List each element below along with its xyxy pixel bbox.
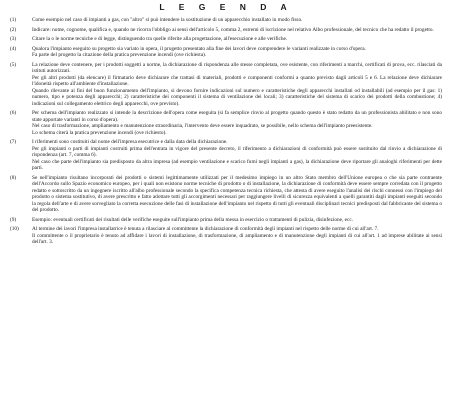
note-paragraph: Lo schema citerà la pratica prevenzione incendi (ove richiesto). [32, 129, 167, 136]
legend-note-2 [10, 27, 442, 33]
legend-note-7 [10, 139, 442, 171]
note-paragraph: Indicare: nome, cognome, qualifica e, quando ne ricorra l'obbligo ai sensi dell'articolo 5, comma 2, estremi di iscrizione nel relativo Albo professionale, del tecnico che ha redatto il progetto. [32, 26, 434, 33]
note-paragraph: Qualora l'impianto eseguito su progetto sia variato in opera, il progetto presentato alla fine dei lavori deve comprendere le varianti realizzate in corso d'opera. [32, 45, 366, 52]
note-text [32, 110, 442, 136]
note-paragraph: Il committente o il proprietario è tenuto ad affidare i lavori di installazione, di trasformazione, di ampliamento e di manutenzione degli impianti di cui all'art. 1 ad imprese abilitate ai sensi dell'art. 3. [32, 232, 442, 246]
legend-note-4 [10, 46, 442, 59]
note-number: (8) [10, 174, 17, 181]
legend-note-6 [10, 110, 442, 136]
note-paragraph: Se nell'impianto risultano incorporati dei prodotti o sistemi legittimamente utilizzati per il medesimo impiego in un altro Stato membro dell'Unione europea o che sia parte contraente dell'Accordo sullo Spazio economico europeo, per i quali non esistono norme tecniche di prodotto o di installazione, la dichiarazione di conformità deve essere sempre corredata con il progetto redatto e sottoscritto da un ingegnere iscritto all'albo professionale secondo la specifica competenza tecnica richiesta, che attesta di avere eseguito l'analisi dei rischi connessi con l'impiego del prodotto o sistema sostitutivo, di avere prescritto e fatto adottare tutti gli accorgimenti necessari per raggiungere livelli di sicurezza equivalenti a quelli garantiti dagli impianti eseguiti secondo la regola dell'arte e di avere sorvegliato la corretta esecuzione delle fasi di installazione dell'impianto nel rispetto di tutti gli eventuali disciplinari tecnici predisposti dal fabbricante del sistema o del prodotto. [32, 174, 442, 214]
note-number: (6) [10, 110, 17, 117]
note-text [32, 139, 442, 171]
note-paragraph: Come esempio nel caso di impianti a gas, con "altro" si può intendere la sostituzione di un apparecchio installato in modo fisso. [32, 17, 303, 23]
note-text [32, 226, 442, 245]
note-paragraph: Nel caso che parte dell'impianto sia predisposto da altra impresa (ad esempio ventilazione e scarico fumi negli impianti a gas), la dichiarazione deve riportare gli analoghi riferimenti per dette parti. [32, 158, 442, 172]
note-number: (1) [10, 17, 17, 23]
note-paragraph: Fa parte del progetto la citazione della pratica prevenzione incendi (ove richiesta). [32, 52, 207, 59]
legend-note-1 [10, 17, 442, 23]
note-text [32, 46, 442, 59]
note-paragraph: Per gli altri prodotti (da elencare) il firmatario deve dichiarare che trattasi di materiali, prodotti e componenti conformi a quanto previsto dagli articoli 5 e 6. La relazione deve dichiarare l'idoneità rispetto all'ambiente d'installazione. [32, 74, 442, 88]
legend-note-10 [10, 226, 442, 245]
note-number: (2) [10, 26, 17, 33]
legend-note-9 [10, 217, 442, 223]
note-paragraph: Citare la o le norme tecniche e di legge, distinguendo tra quelle riferite alla progettazione, all'esecuzione e alle verifiche. [32, 36, 288, 43]
note-paragraph: I riferimenti sono costituiti dal nome dell'impresa esecutrice e dalla data della dichiarazione. [32, 139, 228, 146]
note-paragraph: Per gli impianti o parti di impianti costruiti prima dell'entrata in vigore del presente decreto, il riferimento a dichiarazioni di conformità può essere sostituito dal rinvio a dichiarazione di rispondenza (art. 7, comma 6). [32, 145, 442, 159]
note-paragraph: Per schema dell'impianto realizzato si intende la descrizione dell'opera come eseguita (si fa semplice rinvio al progetto quando questo è stato redatto da un professionista abilitato e non sono state apportate varianti in corso d'opera). [32, 110, 442, 123]
note-number: (3) [10, 36, 17, 43]
note-text [32, 17, 442, 23]
note-paragraph: La relazione deve contenere, per i prodotti soggetti a norme, la dichiarazione di rispondenza alle stesse completata, ove esistente, con riferimenti a marchi, certificati di prova, ecc. rilasciati da istituti autorizzati. [32, 62, 442, 75]
note-paragraph: Nel caso di trasformazione, ampliamento e manutenzione straordinaria, l'intervento deve essere inquadrato, se possibile, nello schema dell'impianto preesistente. [32, 123, 373, 130]
legend-title: L E G E N D A [159, 2, 293, 12]
note-text [32, 36, 442, 42]
note-text [32, 217, 442, 223]
note-paragraph: Quando rilevante ai fini del buon funzionamento dell'impianto, si devono fornire indicazioni sul numero e caratteristiche degli apparecchi installati od installabili (ad esempio per il gas: 1) numero, tipo e potenza degli apparecchi; 2) caratteristiche dei componenti il sistema di ventilazione dei locali; 3) caratteristiche del sistema di scarico dei prodotti della combustione; 4) indicazioni sul collegamento elettrico degli apparecchi, ove previsto). [32, 87, 442, 107]
note-text [32, 175, 442, 214]
note-paragraph: Al termine dei lavori l'impresa installatrice è tenuta a rilasciare al committente la dichiarazione di conformità degli impianti nel rispetto delle norme di cui all'art. 7. [32, 226, 379, 233]
note-number: (5) [10, 62, 17, 69]
legend-note-8 [10, 175, 442, 214]
legend-note-3 [10, 36, 442, 42]
note-text [32, 62, 442, 107]
note-number: (4) [10, 45, 17, 52]
note-paragraph: Esempio: eventuali certificati dei risultati delle verifiche eseguite sull'impianto prima della messa in esercizio o trattamenti di pulizia, disinfezione, ecc. [32, 216, 354, 223]
note-number: (9) [10, 216, 17, 223]
legend-note-5 [10, 62, 442, 107]
note-number: (7) [10, 139, 17, 146]
note-text [32, 27, 442, 33]
note-number: (10) [10, 226, 19, 233]
